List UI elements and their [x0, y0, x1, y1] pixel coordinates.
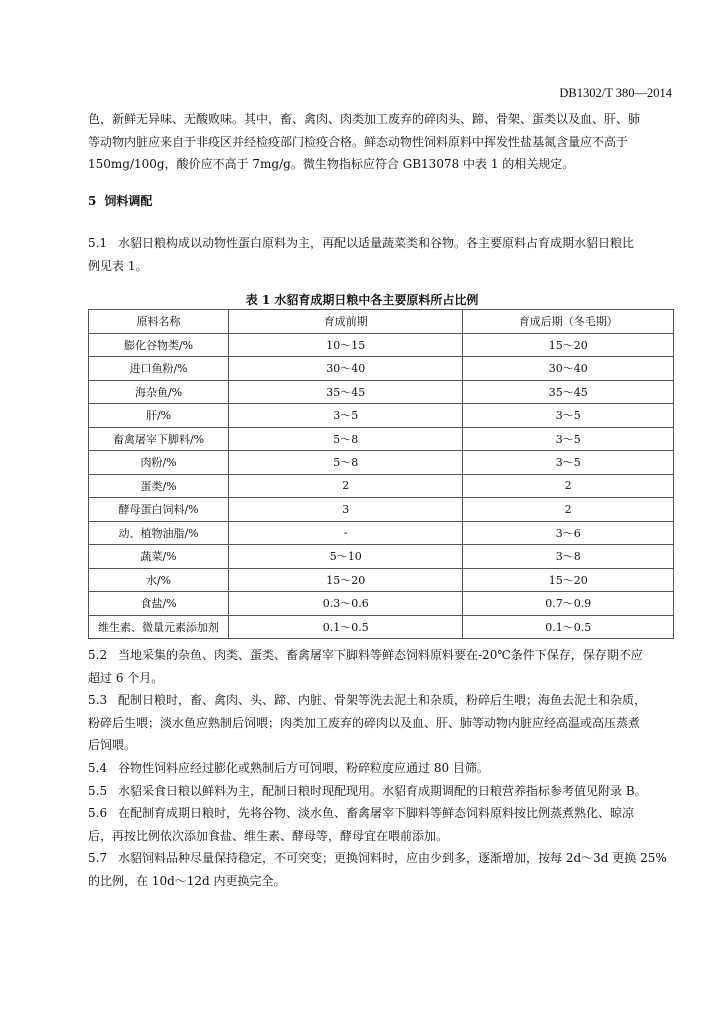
table-cell: 水/%	[89, 568, 229, 592]
clause-number: 5.7	[88, 851, 108, 865]
ratio-table	[88, 309, 674, 639]
table-row	[89, 545, 674, 569]
table-cell: 35～45	[229, 380, 463, 404]
table-cell: 15～20	[463, 568, 674, 592]
table-cell: 5～8	[229, 427, 463, 451]
clause-text: 超过 6 个月。	[88, 670, 164, 685]
table-cell: 2	[463, 498, 674, 522]
clause-5-4	[88, 757, 674, 780]
table-cell: 15～20	[229, 568, 463, 592]
table-header-row	[89, 310, 674, 334]
table-cell: -	[229, 521, 463, 545]
table-cell: 3～8	[463, 545, 674, 569]
table-cell: 食盐/%	[89, 592, 229, 616]
table-cell: 15～20	[463, 333, 674, 357]
clause-5-3	[88, 689, 674, 757]
intro-line: 等动物内脏应来自于非疫区并经检疫部门检疫合格。鲜态动物性饲料原料中挥发性盐基氮含量应不高于	[88, 134, 629, 149]
clause-text: 例见表 1。	[88, 258, 148, 273]
table-row	[89, 592, 674, 616]
table-row	[89, 333, 674, 357]
header-cell: 育成后期（冬毛期）	[463, 310, 674, 334]
section-title: 饲料调配	[104, 194, 153, 208]
table-row	[89, 451, 674, 475]
table-row	[89, 404, 674, 428]
table-cell: 3～5	[463, 404, 674, 428]
clause-number: 5.6	[88, 806, 108, 820]
table-cell: 10～15	[229, 333, 463, 357]
clause-text: 后，再按比例依次添加食盐、维生素、酵母等，酵母宜在喂前添加。	[88, 828, 449, 843]
header-cell: 原料名称	[89, 310, 229, 334]
clause-number: 5.3	[88, 693, 108, 707]
clause-5-1	[88, 232, 674, 277]
intro-line: 150mg/100g，酸价应不高于 7mg/g。微生物指标应符合 GB13078 中表 1 的相关规定。	[88, 157, 575, 171]
table-cell: 0.3～0.6	[229, 592, 463, 616]
table-cell: 肝/%	[89, 404, 229, 428]
table-row	[89, 568, 674, 592]
table-cell: 2	[229, 474, 463, 498]
clause-text: 水貂日粮构成以动物性蛋白原料为主，再配以适量蔬菜类和谷物。各主要原料占育成期水貂日粮比	[118, 236, 635, 250]
clause-text: 当地采集的杂鱼、肉类、蛋类、畜禽屠宰下脚料等鲜态饲料原料要在-20℃条件下保存，保存期不应	[118, 648, 643, 662]
clause-text: 后饲喂。	[88, 738, 137, 752]
clause-text: 谷物性饲料应经过膨化或熟制后方可饲喂，粉碎粒度应通过 80 目筛。	[118, 761, 489, 775]
table-row	[89, 380, 674, 404]
intro-line: 色，新鲜无异味、无酸败味。其中，畜、禽肉、肉类加工废弃的碎肉头、蹄、骨架、蛋类以及血、肝、肺	[88, 112, 641, 126]
clause-text: 水貂饲料品种尽量保持稳定，不可突变；更换饲料时，应由少到多，逐渐增加，按每 2d～3d 更换 25%	[118, 851, 667, 865]
table-row	[89, 357, 674, 381]
table-cell: 3～5	[463, 427, 674, 451]
table-cell: 3～5	[463, 451, 674, 475]
table-row	[89, 521, 674, 545]
document-code: DB1302/T 380—2014	[559, 86, 672, 100]
clause-number: 5.5	[88, 784, 108, 798]
table-cell: 5～8	[229, 451, 463, 475]
clause-number: 5.4	[88, 761, 108, 775]
table-row	[89, 615, 674, 639]
table-cell: 酵母蛋白饲料/%	[89, 498, 229, 522]
table-cell: 35～45	[463, 380, 674, 404]
table-row	[89, 427, 674, 451]
table-cell: 蔬菜/%	[89, 545, 229, 569]
table-cell: 膨化谷物类/%	[89, 333, 229, 357]
header-cell: 育成前期	[229, 310, 463, 334]
section-heading	[88, 192, 152, 209]
intro-paragraph	[88, 108, 674, 176]
table-cell: 畜禽屠宰下脚料/%	[89, 427, 229, 451]
table-cell: 3～6	[463, 521, 674, 545]
table-row	[89, 474, 674, 498]
table-cell: 30～40	[229, 357, 463, 381]
clause-5-5	[88, 780, 674, 803]
table-cell: 蛋类/%	[89, 474, 229, 498]
table-cell: 海杂鱼/%	[89, 380, 229, 404]
table-cell: 3～5	[229, 404, 463, 428]
clause-number: 5.1	[88, 236, 108, 250]
table-cell: 0.7～0.9	[463, 592, 674, 616]
clause-text: 在配制育成期日粮时，先将谷物、淡水鱼、畜禽屠宰下脚料等鲜态饲料原料按比例蒸煮熟化、晾凉	[118, 806, 635, 820]
table-cell: 0.1～0.5	[229, 615, 463, 639]
clause-5-7	[88, 847, 674, 892]
table-cell: 3	[229, 498, 463, 522]
table-cell: 动、植物油脂/%	[89, 521, 229, 545]
table-cell: 2	[463, 474, 674, 498]
section-number: 5	[88, 194, 97, 208]
clause-text: 配制日粮时，畜、禽肉、头、蹄、内脏、骨架等洗去泥土和杂质，粉碎后生喂；海鱼去泥土和杂质，	[118, 693, 647, 707]
table-cell: 30～40	[463, 357, 674, 381]
table-cell: 0.1～0.5	[463, 615, 674, 639]
table-row	[89, 498, 674, 522]
table-title: 表 1 水貂育成期日粮中各主要原料所占比例	[245, 293, 479, 307]
clause-text: 水貂采食日粮以鲜料为主，配制日粮时现配现用。水貂育成期调配的日粮营养指标参考值见附录 B。	[118, 784, 647, 798]
clause-text: 的比例，在 10d～12d 内更换完全。	[88, 873, 286, 888]
clause-number: 5.2	[88, 648, 108, 662]
clause-5-6	[88, 802, 674, 847]
table-cell: 进口鱼粉/%	[89, 357, 229, 381]
table-cell: 维生素、微量元素添加剂	[89, 615, 229, 639]
table-cell: 5～10	[229, 545, 463, 569]
table-cell: 肉粉/%	[89, 451, 229, 475]
clause-text: 粉碎后生喂；淡水鱼应熟制后饲喂；肉类加工废弃的碎肉以及血、肝、肺等动物内脏应经高温或高压蒸煮	[88, 715, 641, 730]
clause-5-2	[88, 644, 674, 689]
